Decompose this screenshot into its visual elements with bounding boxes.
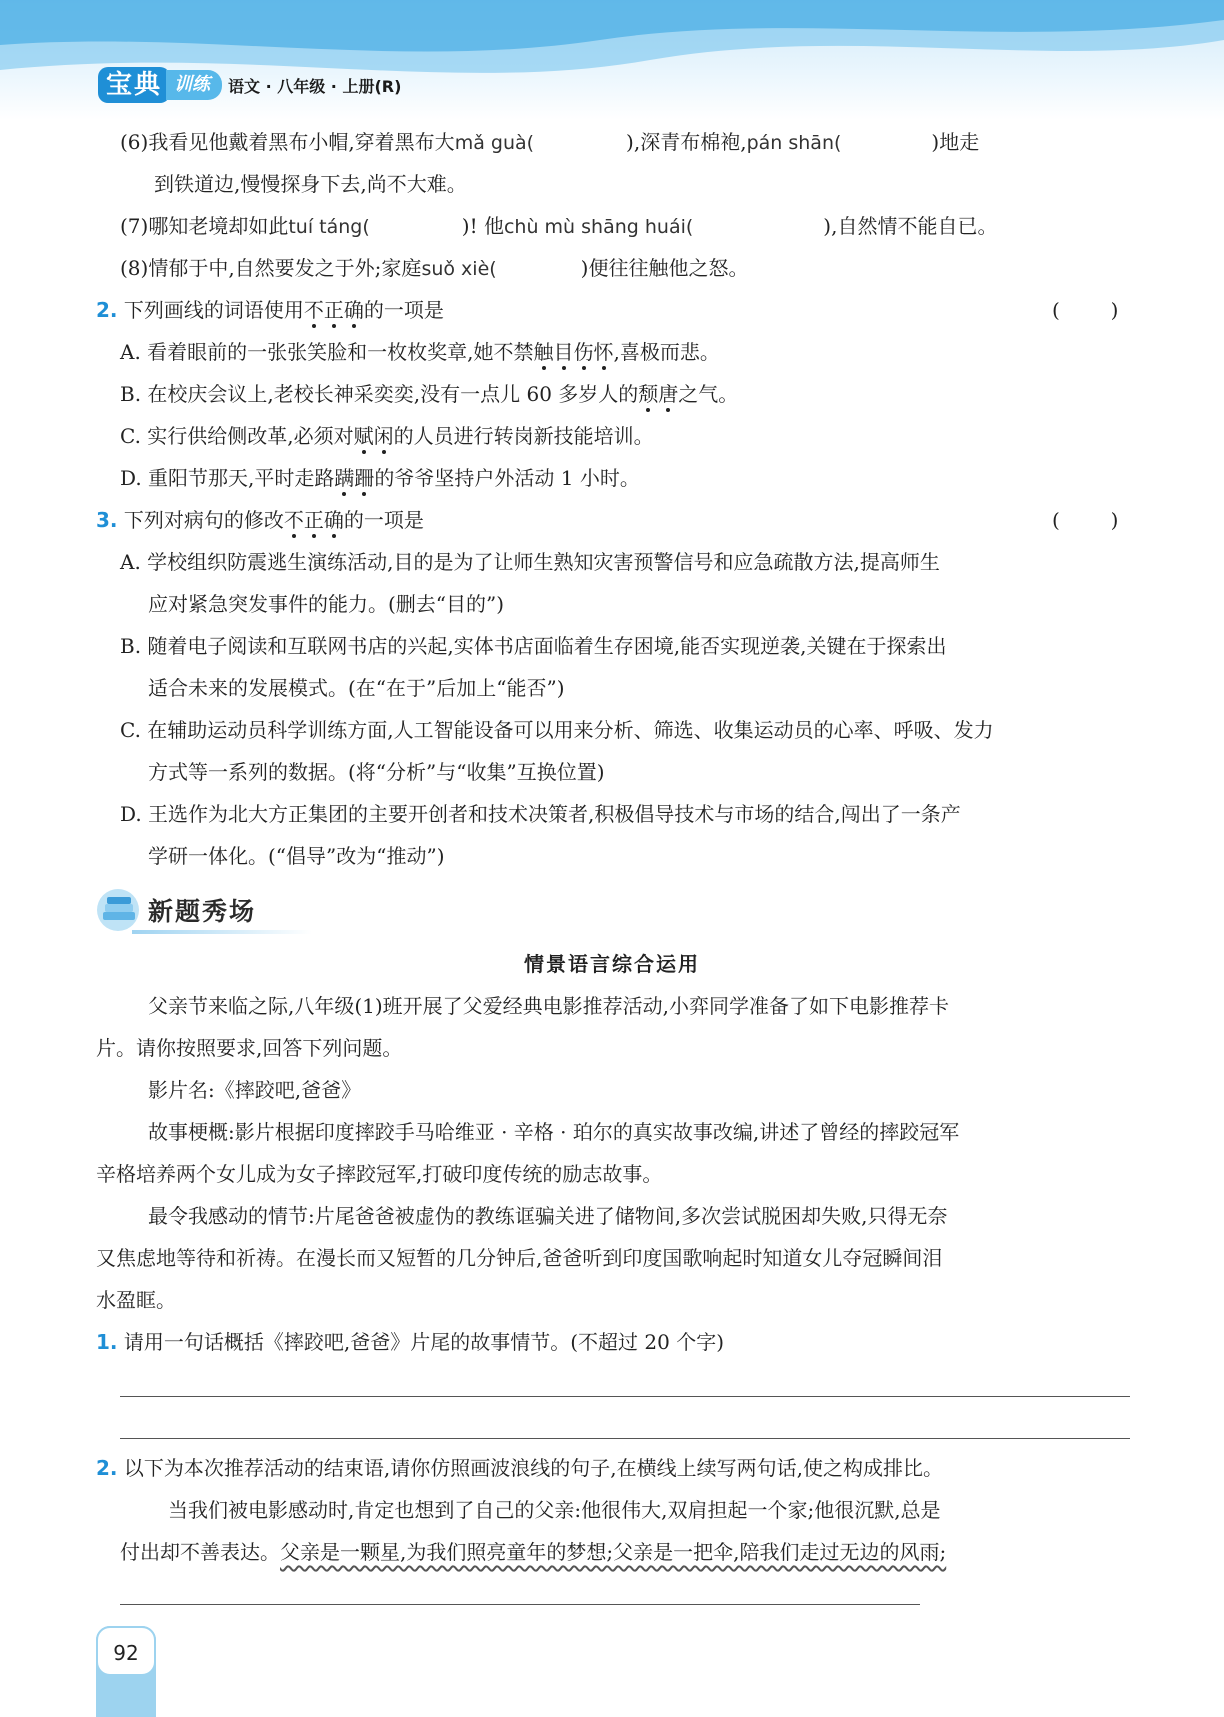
- q2-stem-text-a: 下列画线的词语使用: [123, 298, 304, 322]
- moving-line1: 最令我感动的情节:片尾爸爸被虚伪的教练诓骗关进了储物间,多次尝试脱困却失败,只得无奈: [148, 1204, 948, 1228]
- subject-label: 语文 · 八年级 · 上册(R): [228, 77, 402, 96]
- sub-question-2-number: 2.: [96, 1456, 118, 1480]
- moving-line3: 水盈眶。: [96, 1288, 176, 1312]
- emphasis-char: 确: [323, 508, 344, 532]
- q3-stem: [96, 506, 424, 534]
- q3-answer-bracket[interactable]: ( ): [1052, 508, 1119, 532]
- emphasis-char: 怀: [593, 340, 614, 364]
- q1-item6-text-a: (6)我看见他戴着黑布小帽,穿着黑布大: [120, 130, 455, 154]
- q2-option-a: [120, 338, 720, 366]
- page-number-tab: [96, 1626, 156, 1717]
- q2-option-c-text: C. 实行供给侧改革,必须对: [120, 424, 354, 448]
- pinyin-tui-tang: tuí táng(: [288, 216, 370, 238]
- wavy-underlined-sentence: 父亲是一颗星,为我们照亮童年的梦想;父亲是一把伞,陪我们走过无边的风雨;: [280, 1540, 947, 1564]
- brand-name: 宝典: [98, 67, 170, 103]
- section-heading: [96, 888, 306, 932]
- emphasis-char: 确: [343, 298, 364, 322]
- emphasis-char: 不: [303, 298, 324, 322]
- q1-item8-text-a: (8)情郁于中,自然要发之于外;家庭: [120, 256, 422, 280]
- q3-option-b-line1: B. 随着电子阅读和互联网书店的兴起,实体书店面临着生存困境,能否实现逆袭,关键在于探索出: [120, 634, 947, 658]
- pinyin-ma-gua: mǎ guà(: [454, 132, 535, 154]
- q1-item6-text-c: )地走: [931, 130, 980, 154]
- q1-item6-text-b: ),深青布棉袍,: [626, 130, 747, 154]
- sub-question-1: [96, 1328, 724, 1356]
- closing-text: 付出却不善表达。: [120, 1540, 280, 1564]
- q2-stem-text-b: 的一项是: [363, 298, 444, 322]
- sub-question-2: [96, 1454, 943, 1482]
- q2-option-d: [120, 464, 640, 492]
- closing-line2: [120, 1538, 946, 1566]
- emphasis-char: 蹒: [334, 466, 355, 490]
- emphasis-char: 赋: [353, 424, 374, 448]
- answer-line-2[interactable]: [120, 1438, 1130, 1439]
- emphasis-char: 伤: [573, 340, 594, 364]
- emphasis-char: 不: [283, 508, 304, 532]
- emphasis-char: 颓: [638, 382, 659, 406]
- q3-option-a-line2: 应对紧急突发事件的能力。(删去“目的”): [148, 592, 505, 616]
- q3-option-c-line2: 方式等一系列的数据。(将“分析”与“收集”互换位置): [148, 760, 605, 784]
- q3-option-d-line2: 学研一体化。(“倡导”改为“推动”): [148, 844, 445, 868]
- emphasis-char: 正: [303, 508, 324, 532]
- q1-item6-line2: 到铁道边,慢慢探身下去,尚不大难。: [154, 172, 467, 196]
- page-number: 92: [96, 1626, 156, 1676]
- q2-option-b: [120, 380, 738, 408]
- q1-item8-text-b: )便往往触他之怒。: [580, 256, 749, 280]
- q3-option-d-line1: D. 王选作为北大方正集团的主要开创者和技术决策者,积极倡导技术与市场的结合,闯出了一条产: [120, 802, 961, 826]
- q2-option-d-tail: 的爷爷坚持户外活动 1 小时。: [374, 466, 640, 490]
- brand-subtitle: 训练: [166, 70, 222, 100]
- sub-question-1-text: 请用一句话概括《摔跤吧,爸爸》片尾的故事情节。(不超过 20 个字): [123, 1330, 725, 1354]
- emphasis-char: 目: [553, 340, 574, 364]
- q1-item7-text-c: ),自然情不能自已。: [823, 214, 998, 238]
- film-name: 影片名:《摔跤吧,爸爸》: [148, 1078, 362, 1102]
- q2-option-d-text: D. 重阳节那天,平时走路: [120, 466, 335, 490]
- sub-question-1-number: 1.: [96, 1330, 118, 1354]
- pinyin-pan-shan: pán shān(: [746, 132, 842, 154]
- q1-item7-text-b: )! 他: [461, 214, 504, 238]
- q2-option-b-text: B. 在校庆会议上,老校长神采奕奕,没有一点儿 60 多岁人的: [120, 382, 639, 406]
- answer-line-3[interactable]: [120, 1604, 920, 1605]
- q1-item8: [120, 254, 748, 283]
- q1-item7: [120, 212, 997, 241]
- emphasis-char: 正: [323, 298, 344, 322]
- story-line2: 辛格培养两个女儿成为女子摔跤冠军,打破印度传统的励志故事。: [96, 1162, 663, 1186]
- closing-line1: 当我们被电影感动时,肯定也想到了自己的父亲:他很伟大,双肩担起一个家;他很沉默,总是: [168, 1498, 941, 1522]
- q1-item6-line1: [120, 128, 979, 157]
- q3-option-b-line2: 适合未来的发展模式。(在“在于”后加上“能否”): [148, 676, 565, 700]
- book-stack-icon: [96, 888, 142, 932]
- story-line1: 故事梗概:影片根据印度摔跤手马哈维亚 · 辛格 · 珀尔的真实故事改编,讲述了曾经的摔跤冠军: [148, 1120, 960, 1144]
- brand-logo: [98, 66, 222, 104]
- sub-question-2-text: 以下为本次推荐活动的结束语,请你仿照画波浪线的句子,在横线上续写两句话,使之构成排比。: [123, 1456, 943, 1480]
- section-underline: [132, 930, 312, 934]
- emphasis-char: 触: [533, 340, 554, 364]
- q2-option-a-text: A. 看着眼前的一张张笑脸和一枚枚奖章,她不禁: [120, 340, 534, 364]
- intro-line1: 父亲节来临之际,八年级(1)班开展了父爱经典电影推荐活动,小弈同学准备了如下电影推荐卡: [148, 994, 950, 1018]
- pinyin-chu-mu-shang-huai: chù mù shāng huái(: [503, 216, 694, 238]
- q1-item7-text-a: (7)哪知老境却如此: [120, 214, 289, 238]
- q3-stem-text-b: 的一项是: [343, 508, 424, 532]
- q2-option-c-tail: 的人员进行转岗新技能培训。: [393, 424, 654, 448]
- q2-stem: [96, 296, 444, 324]
- moving-line2: 又焦虑地等待和祈祷。在漫长而又短暂的几分钟后,爸爸听到印度国歌响起时知道女儿夺冠瞬间泪: [96, 1246, 943, 1270]
- q2-option-b-tail: 之气。: [678, 382, 739, 406]
- emphasis-char: 唐: [658, 382, 679, 406]
- q2-number: 2.: [96, 298, 118, 322]
- section-title: 新题秀场: [148, 897, 257, 926]
- intro-line2: 片。请你按照要求,回答下列问题。: [96, 1036, 403, 1060]
- emphasis-char: 跚: [354, 466, 375, 490]
- q2-option-c: [120, 422, 654, 450]
- q3-stem-text-a: 下列对病句的修改: [123, 508, 284, 532]
- answer-line-1[interactable]: [120, 1396, 1130, 1397]
- emphasis-char: 闲: [373, 424, 394, 448]
- section-subtitle: 情景语言综合运用: [524, 952, 700, 976]
- q2-answer-bracket[interactable]: ( ): [1052, 298, 1119, 322]
- q3-option-a-line1: A. 学校组织防震逃生演练活动,目的是为了让师生熟知灾害预警信号和应急疏散方法,提高师生: [120, 550, 940, 574]
- q3-number: 3.: [96, 508, 118, 532]
- q3-option-c-line1: C. 在辅助运动员科学训练方面,人工智能设备可以用来分析、筛选、收集运动员的心率、呼吸、发力: [120, 718, 994, 742]
- pinyin-suo-xie: suǒ xiè(: [421, 258, 497, 280]
- q2-option-a-tail: ,喜极而悲。: [613, 340, 720, 364]
